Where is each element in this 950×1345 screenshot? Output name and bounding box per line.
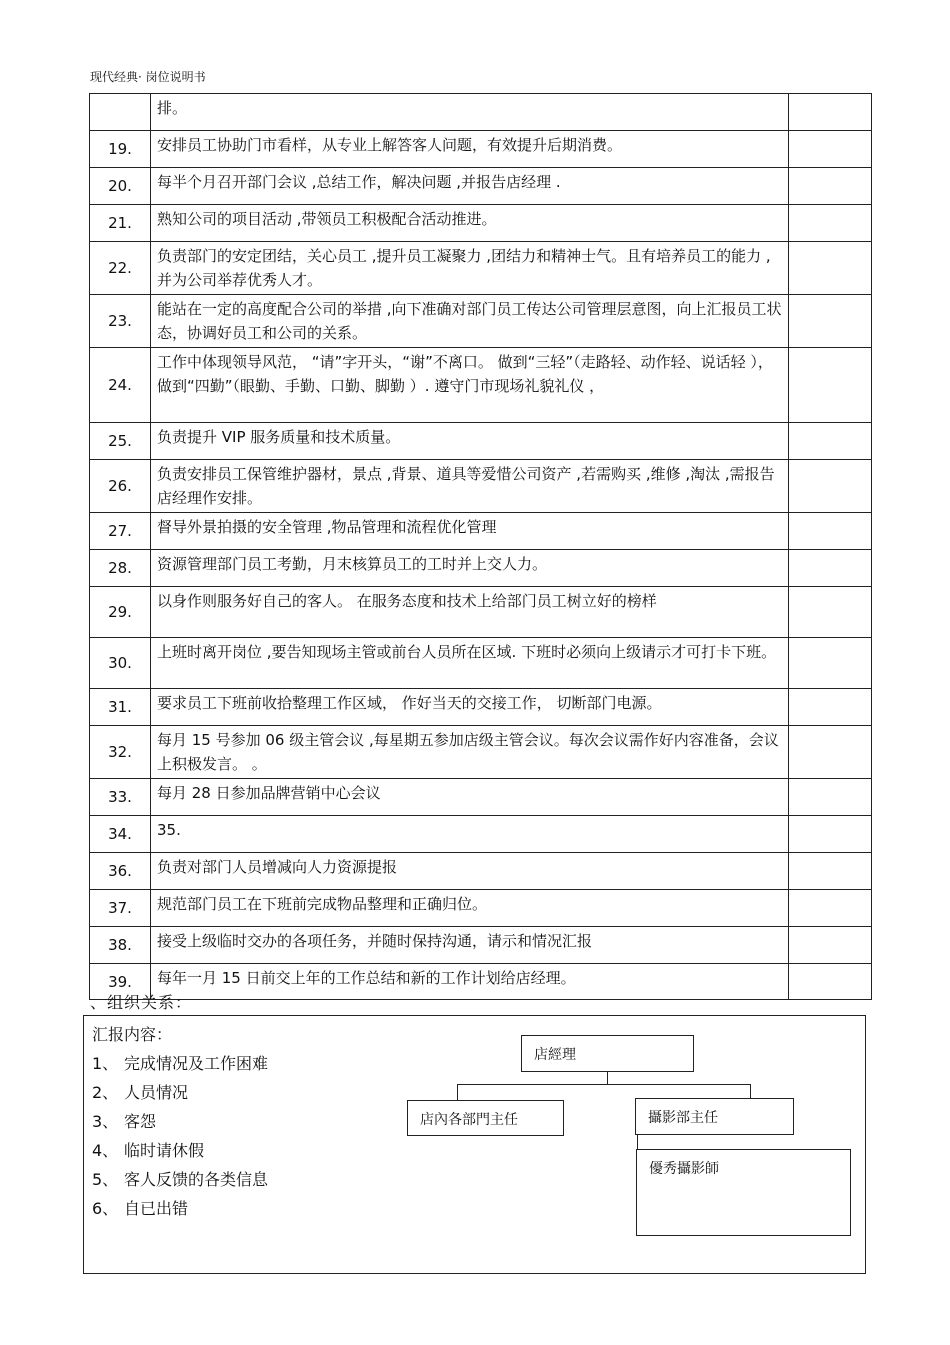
duty-number: 32. bbox=[90, 726, 151, 779]
report-item-index: 6、 bbox=[92, 1199, 119, 1218]
table-row bbox=[90, 638, 872, 689]
duty-text: 35. bbox=[151, 816, 789, 853]
duty-number: 29. bbox=[90, 587, 151, 638]
duty-remark-cell bbox=[789, 94, 872, 131]
report-item-index: 4、 bbox=[92, 1141, 119, 1160]
duty-text: 每半个月召开部门会议 ,总结工作，解决问题 ,并报告店经理 . bbox=[151, 168, 789, 205]
duty-remark-cell bbox=[789, 816, 872, 853]
org-connector bbox=[607, 1072, 608, 1084]
table-row bbox=[90, 94, 872, 131]
table-row bbox=[90, 779, 872, 816]
table-row bbox=[90, 853, 872, 890]
report-item-text: 完成情况及工作困难 bbox=[124, 1054, 269, 1073]
table-row bbox=[90, 295, 872, 348]
report-item-index: 3、 bbox=[92, 1112, 119, 1131]
section-title: 、组织关系： bbox=[90, 993, 193, 1012]
table-row bbox=[90, 205, 872, 242]
table-row bbox=[90, 890, 872, 927]
duty-text: 能站在一定的高度配合公司的举措 ,向下准确对部门员工传达公司管理层意图，向上汇报员工状态，协调好员工和公司的关系。 bbox=[151, 295, 789, 348]
table-row bbox=[90, 242, 872, 295]
duty-number: 34. bbox=[90, 816, 151, 853]
report-item bbox=[92, 1109, 156, 1132]
duty-number: 26. bbox=[90, 460, 151, 513]
duty-number: 21. bbox=[90, 205, 151, 242]
table-row bbox=[90, 348, 872, 423]
duty-number: 38. bbox=[90, 927, 151, 964]
duty-number: 39. bbox=[90, 964, 151, 1000]
report-item bbox=[92, 1196, 188, 1219]
org-connector bbox=[637, 1135, 638, 1149]
report-item-text: 自已出错 bbox=[124, 1199, 189, 1218]
table-row bbox=[90, 816, 872, 853]
duty-number: 37. bbox=[90, 890, 151, 927]
duty-remark-cell bbox=[789, 689, 872, 726]
org-node-manager: 店經理 bbox=[521, 1035, 694, 1072]
report-item-index: 2、 bbox=[92, 1083, 119, 1102]
duty-number: 25. bbox=[90, 423, 151, 460]
page-header: 现代经典· 岗位说明书 bbox=[90, 70, 206, 84]
duty-text: 每月 28 日参加品牌营销中心会议 bbox=[151, 779, 789, 816]
table-row bbox=[90, 689, 872, 726]
report-item bbox=[92, 1080, 188, 1103]
duty-remark-cell bbox=[789, 205, 872, 242]
org-node-dept-heads: 店內各部門主任 bbox=[407, 1100, 564, 1136]
org-connector bbox=[457, 1084, 458, 1100]
duty-text: 熟知公司的项目活动 ,带领员工积极配合活动推进。 bbox=[151, 205, 789, 242]
duty-text: 负责部门的安定团结，关心员工 ,提升员工凝聚力 ,团结力和精神士气。且有培养员工的能力 ,并为公司举荐优秀人才。 bbox=[151, 242, 789, 295]
duty-number: 28. bbox=[90, 550, 151, 587]
table-row bbox=[90, 587, 872, 638]
duty-remark-cell bbox=[789, 513, 872, 550]
duty-text: 接受上级临时交办的各项任务，并随时保持沟通，请示和情况汇报 bbox=[151, 927, 789, 964]
org-connector bbox=[457, 1084, 751, 1085]
table-row bbox=[90, 168, 872, 205]
duty-remark-cell bbox=[789, 779, 872, 816]
report-item bbox=[92, 1167, 268, 1190]
org-node-photographer: 優秀攝影師 bbox=[636, 1149, 851, 1236]
report-item bbox=[92, 1138, 204, 1161]
table-row bbox=[90, 460, 872, 513]
duty-text: 每年一月 15 日前交上年的工作总结和新的工作计划给店经理。 bbox=[151, 964, 789, 1000]
duty-text: 上班时离开岗位 ,要告知现场主管或前台人员所在区域. 下班时必须向上级请示才可打卡下班。 bbox=[151, 638, 789, 689]
report-item-text: 客人反馈的各类信息 bbox=[124, 1170, 269, 1189]
duty-text: 要求员工下班前收拾整理工作区域， 作好当天的交接工作， 切断部门电源。 bbox=[151, 689, 789, 726]
duty-remark-cell bbox=[789, 131, 872, 168]
table-row bbox=[90, 726, 872, 779]
duty-text: 资源管理部门员工考勤，月末核算员工的工时并上交人力。 bbox=[151, 550, 789, 587]
duty-text: 排。 bbox=[151, 94, 789, 131]
duty-number: 30. bbox=[90, 638, 151, 689]
duty-number: 24. bbox=[90, 348, 151, 423]
duty-remark-cell bbox=[789, 890, 872, 927]
duty-text: 督导外景拍摄的安全管理 ,物品管理和流程优化管理 bbox=[151, 513, 789, 550]
duty-number: 22. bbox=[90, 242, 151, 295]
duty-number: 31. bbox=[90, 689, 151, 726]
duty-number: 36. bbox=[90, 853, 151, 890]
report-item bbox=[92, 1051, 268, 1074]
duty-number: 23. bbox=[90, 295, 151, 348]
duty-text: 负责对部门人员增减向人力资源提报 bbox=[151, 853, 789, 890]
duty-text: 规范部门员工在下班前完成物品整理和正确归位。 bbox=[151, 890, 789, 927]
duty-text: 工作中体现领导风范， “请”字开头，“谢”不离口。 做到“三轻”（走路轻、动作轻、说话轻 ），做到“四勤”（眼勤、手勤、口勤、脚勤 ）. 遵守门市现场礼貌礼仪 ， bbox=[151, 348, 789, 423]
table-row bbox=[90, 964, 872, 1000]
report-item-text: 客怨 bbox=[124, 1112, 157, 1131]
report-item-text: 临时请休假 bbox=[124, 1141, 205, 1160]
duty-number: 27. bbox=[90, 513, 151, 550]
report-title: 汇报内容： bbox=[92, 1025, 173, 1044]
duty-text: 负责安排员工保管维护器材，景点 ,背景、道具等爱惜公司资产 ,若需购买 ,维修 ,淘汰 ,需报告店经理作安排。 bbox=[151, 460, 789, 513]
duty-remark-cell bbox=[789, 964, 872, 1000]
table-row bbox=[90, 423, 872, 460]
duty-remark-cell bbox=[789, 927, 872, 964]
duty-text: 每月 15 号参加 06 级主管会议 ,每星期五参加店级主管会议。每次会议需作好内容准备，会议上积极发言。 。 bbox=[151, 726, 789, 779]
duty-remark-cell bbox=[789, 242, 872, 295]
report-item-index: 1、 bbox=[92, 1054, 119, 1073]
duty-text: 以身作则服务好自己的客人。 在服务态度和技术上给部门员工树立好的榜样 bbox=[151, 587, 789, 638]
duty-remark-cell bbox=[789, 726, 872, 779]
duty-remark-cell bbox=[789, 587, 872, 638]
duty-text: 安排员工协助门市看样，从专业上解答客人问题，有效提升后期消费。 bbox=[151, 131, 789, 168]
duty-number: 33. bbox=[90, 779, 151, 816]
duty-remark-cell bbox=[789, 550, 872, 587]
duty-remark-cell bbox=[789, 638, 872, 689]
duty-remark-cell bbox=[789, 460, 872, 513]
duties-table bbox=[89, 93, 872, 1000]
duty-number: 20. bbox=[90, 168, 151, 205]
duty-number bbox=[90, 94, 151, 131]
org-relations-box bbox=[83, 1015, 866, 1274]
report-item-text: 人员情况 bbox=[124, 1083, 189, 1102]
duty-remark-cell bbox=[789, 348, 872, 423]
table-row bbox=[90, 131, 872, 168]
duty-remark-cell bbox=[789, 168, 872, 205]
report-item-index: 5、 bbox=[92, 1170, 119, 1189]
duty-remark-cell bbox=[789, 423, 872, 460]
table-row bbox=[90, 927, 872, 964]
duty-remark-cell bbox=[789, 853, 872, 890]
table-row bbox=[90, 550, 872, 587]
org-node-photo-head: 攝影部主任 bbox=[635, 1098, 794, 1135]
table-row bbox=[90, 513, 872, 550]
duty-text: 负责提升 VIP 服务质量和技术质量。 bbox=[151, 423, 789, 460]
duty-remark-cell bbox=[789, 295, 872, 348]
duty-number: 19. bbox=[90, 131, 151, 168]
